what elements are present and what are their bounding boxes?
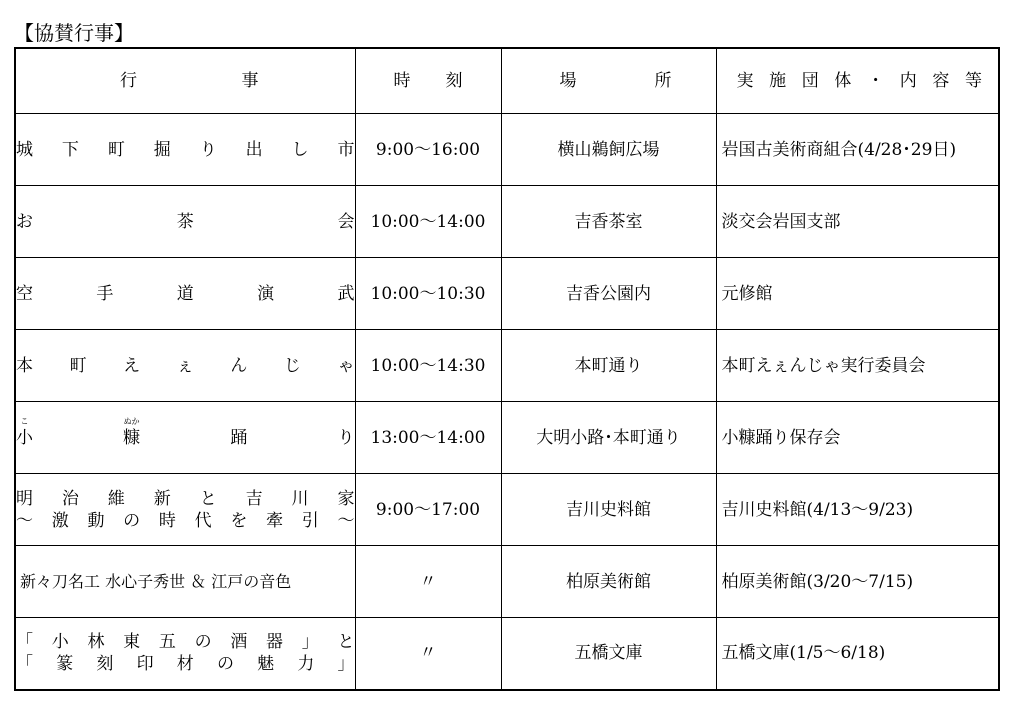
event-char: 町 (69, 355, 87, 376)
place-cell: 大明小路･本町通り (501, 402, 716, 474)
event-name-cell (15, 474, 355, 546)
event-char: の (216, 654, 234, 675)
ruby-reading: ぬか (123, 416, 140, 426)
header-char: 時 (393, 71, 411, 91)
event-char: 武 (337, 283, 355, 304)
event-char: 林 (87, 632, 105, 653)
event-char: 激 (51, 510, 69, 531)
event-char: の (194, 632, 212, 653)
event-name-line (16, 653, 355, 675)
header-org (716, 48, 999, 114)
place-cell: 吉香公園内 (501, 258, 716, 330)
header-char: 内 (899, 71, 917, 91)
event-char: 材 (176, 654, 194, 675)
event-name-line (16, 631, 355, 653)
event-char: 手 (96, 283, 114, 304)
table-row (15, 330, 999, 402)
event-char: 小 (16, 427, 33, 448)
event-char: 力 (297, 654, 315, 675)
time-cell: 〃 (355, 546, 501, 618)
event-char: 刻 (96, 654, 114, 675)
header-char: 団 (801, 71, 819, 91)
event-char: 明 (16, 488, 33, 509)
event-char: じ (283, 355, 301, 376)
header-time (355, 48, 501, 114)
place-cell: 横山鵜飼広場 (501, 114, 716, 186)
table-row (15, 258, 999, 330)
event-name-line (16, 488, 355, 510)
place-cell: 吉香茶室 (501, 186, 716, 258)
organizer-cell: 岩国古美術商組合(4/28･29日) (716, 114, 999, 186)
event-char: 「 (16, 632, 33, 653)
header-event-text (16, 70, 355, 92)
event-char: 糠 (123, 427, 141, 448)
event-char: ん (230, 355, 248, 376)
place-cell: 吉川史料館 (501, 474, 716, 546)
event-char: と (337, 632, 355, 653)
event-name-line (16, 211, 355, 233)
ruby-char (16, 416, 33, 449)
event-char: 家 (337, 488, 355, 509)
header-org-text (717, 70, 999, 92)
event-char: 器 (266, 632, 284, 653)
header-char: 行 (120, 71, 137, 91)
event-char: 演 (257, 283, 275, 304)
header-event (15, 48, 355, 114)
event-char: 本 (16, 355, 33, 376)
header-time-text (356, 70, 501, 92)
event-char: 代 (194, 510, 212, 531)
organizer-cell: 元修館 (716, 258, 999, 330)
event-char: お (16, 211, 33, 232)
event-char: 動 (87, 510, 105, 531)
table-row (15, 114, 999, 186)
events-table (14, 47, 1000, 691)
time-cell: 〃 (355, 618, 501, 690)
header-place-text (502, 70, 716, 92)
organizer-cell: 小糠踊り保存会 (716, 402, 999, 474)
event-name-cell (15, 402, 355, 474)
time-cell: 13:00～14:00 (355, 402, 501, 474)
header-char: 場 (559, 71, 577, 91)
event-char: 会 (337, 211, 355, 232)
event-char: 出 (245, 139, 263, 160)
organizer-cell: 五橋文庫(1/5～6/18) (716, 618, 999, 690)
header-char: 刻 (445, 71, 463, 91)
event-char: 川 (291, 488, 309, 509)
event-char: 下 (61, 139, 79, 160)
table-row (15, 474, 999, 546)
organizer-cell: 本町えぇんじゃ実行委員会 (716, 330, 999, 402)
event-char: 掘 (153, 139, 171, 160)
event-char: 魅 (257, 654, 275, 675)
event-char: 道 (176, 283, 194, 304)
event-char: 時 (158, 510, 176, 531)
header-char: 等 (964, 71, 982, 91)
event-char: 五 (158, 632, 176, 653)
event-char: の (123, 510, 141, 531)
event-name-line (16, 510, 355, 532)
ruby-reading: こ (20, 416, 29, 426)
event-char: え (123, 355, 141, 376)
header-char: 実 (736, 71, 754, 91)
event-name-cell (15, 114, 355, 186)
event-char: り (337, 427, 355, 448)
ruby-char (123, 416, 141, 449)
place-cell: 本町通り (501, 330, 716, 402)
time-cell: 9:00～16:00 (355, 114, 501, 186)
header-char: 施 (769, 71, 787, 91)
event-char: 」 (301, 632, 319, 653)
event-char: り (199, 139, 217, 160)
event-name-cell (15, 186, 355, 258)
event-char: 茶 (176, 211, 194, 232)
header-char: 容 (932, 71, 950, 91)
event-char: と (199, 488, 217, 509)
event-name-cell (15, 618, 355, 690)
event-char: 篆 (56, 654, 74, 675)
header-char: 所 (654, 71, 672, 91)
event-name-line (16, 283, 355, 305)
event-char: し (291, 139, 309, 160)
event-name-cell (15, 258, 355, 330)
event-char: ～ (16, 510, 33, 531)
event-char: 踊 (230, 427, 248, 448)
section-title: 【協賛行事】 (14, 21, 134, 45)
event-char: 小 (51, 632, 69, 653)
event-name-cell (15, 330, 355, 402)
event-char: 印 (136, 654, 154, 675)
header-char: ・ (867, 71, 885, 91)
event-name-line (16, 355, 355, 377)
event-char: ～ (337, 510, 355, 531)
table-row (15, 546, 999, 618)
event-char: 酒 (230, 632, 248, 653)
event-name-line (16, 139, 355, 161)
event-name-line (16, 416, 355, 449)
table-row (15, 618, 999, 690)
event-name: 新々刀名工 水心子秀世 ＆ 江戸の音色 (20, 571, 292, 591)
event-char: 新 (153, 488, 171, 509)
place-cell: 柏原美術館 (501, 546, 716, 618)
event-char: 空 (16, 283, 33, 304)
header-char: 事 (241, 71, 259, 91)
event-char: 東 (123, 632, 141, 653)
event-char: 「 (16, 654, 33, 675)
event-char: 吉 (245, 488, 263, 509)
event-char: 牽 (266, 510, 284, 531)
event-char: 治 (61, 488, 79, 509)
event-name-cell (15, 546, 355, 618)
event-char: 城 (16, 139, 33, 160)
organizer-cell: 柏原美術館(3/20～7/15) (716, 546, 999, 618)
table-header-row (15, 48, 999, 114)
event-char: ゃ (337, 355, 355, 376)
event-char: 市 (337, 139, 355, 160)
time-cell: 10:00～10:30 (355, 258, 501, 330)
place-cell: 五橋文庫 (501, 618, 716, 690)
table-row (15, 186, 999, 258)
event-char: 引 (301, 510, 319, 531)
time-cell: 10:00～14:30 (355, 330, 501, 402)
table-row (15, 402, 999, 474)
organizer-cell: 淡交会岩国支部 (716, 186, 999, 258)
event-char: を (230, 510, 248, 531)
event-char: 維 (107, 488, 125, 509)
event-char: ぇ (176, 355, 194, 376)
header-char: 体 (834, 71, 852, 91)
time-cell: 9:00～17:00 (355, 474, 501, 546)
header-place (501, 48, 716, 114)
event-char: 町 (107, 139, 125, 160)
time-cell: 10:00～14:00 (355, 186, 501, 258)
organizer-cell: 吉川史料館(4/13～9/23) (716, 474, 999, 546)
event-char: 」 (337, 654, 355, 675)
